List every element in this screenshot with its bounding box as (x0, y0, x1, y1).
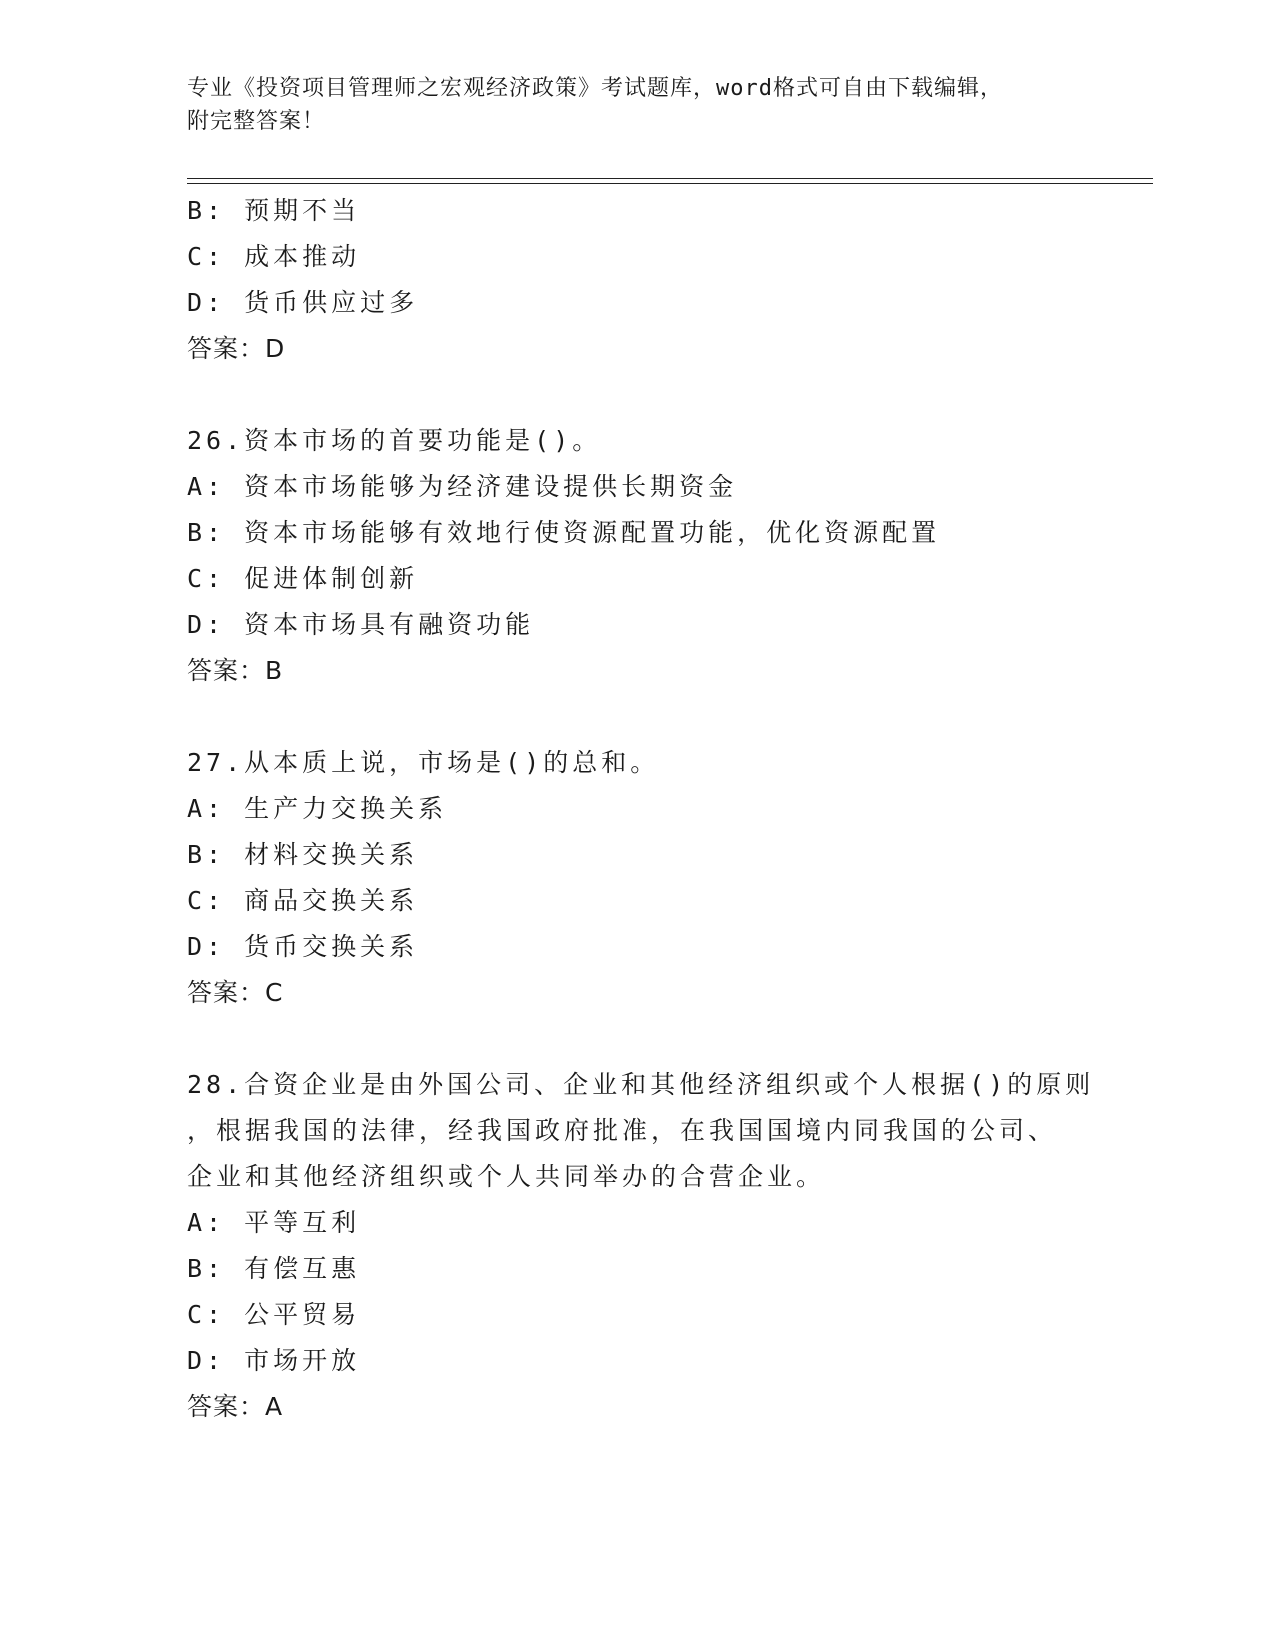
option-d: D: 资本市场具有融资功能 (187, 610, 535, 639)
option-c: C: 成本推动 (187, 242, 361, 271)
question-stem: 27.从本质上说，市场是()的总和。 (187, 748, 660, 777)
option-c: C: 商品交换关系 (187, 886, 419, 915)
document-header (187, 72, 1087, 138)
question-26 (187, 418, 1087, 694)
option-d: D: 货币交换关系 (187, 932, 419, 961)
option-a: A: 平等互利 (187, 1208, 361, 1237)
question-stem-line-1: 28.合资企业是由外国公司、企业和其他经济组织或个人根据()的原则 (187, 1070, 1095, 1099)
answer: 答案：A (187, 1392, 284, 1421)
option-b: B: 预期不当 (187, 196, 361, 225)
option-b: B: 有偿互惠 (187, 1254, 361, 1283)
option-b: B: 资本市场能够有效地行使资源配置功能，优化资源配置 (187, 518, 941, 547)
option-a: A: 生产力交换关系 (187, 794, 448, 823)
option-c: C: 促进体制创新 (187, 564, 419, 593)
header-line-2: 附完整答案！ (187, 109, 326, 134)
question-list (187, 188, 1095, 1430)
header-rule-top (187, 178, 1153, 179)
header-rule-bottom (187, 183, 1153, 184)
question-stem-line-3: 企业和其他经济组织或个人共同举办的合营企业。 (187, 1162, 826, 1191)
question-stem: 26.资本市场的首要功能是()。 (187, 426, 602, 455)
question-27 (187, 740, 1087, 1016)
question-28 (187, 1062, 1095, 1430)
option-b: B: 材料交换关系 (187, 840, 419, 869)
question-stem-line-2: ，根据我国的法律，经我国政府批准，在我国国境内同我国的公司、 (187, 1116, 1058, 1145)
question-25-continued (187, 188, 1087, 372)
option-d: D: 货币供应过多 (187, 288, 419, 317)
answer: 答案：D (187, 334, 286, 363)
answer: 答案：B (187, 656, 284, 685)
answer: 答案：C (187, 978, 284, 1007)
header-line-1: 专业《投资项目管理师之宏观经济政策》考试题库，word格式可自由下载编辑， (187, 76, 1003, 101)
option-d: D: 市场开放 (187, 1346, 361, 1375)
option-c: C: 公平贸易 (187, 1300, 361, 1329)
option-a: A: 资本市场能够为经济建设提供长期资金 (187, 472, 738, 501)
